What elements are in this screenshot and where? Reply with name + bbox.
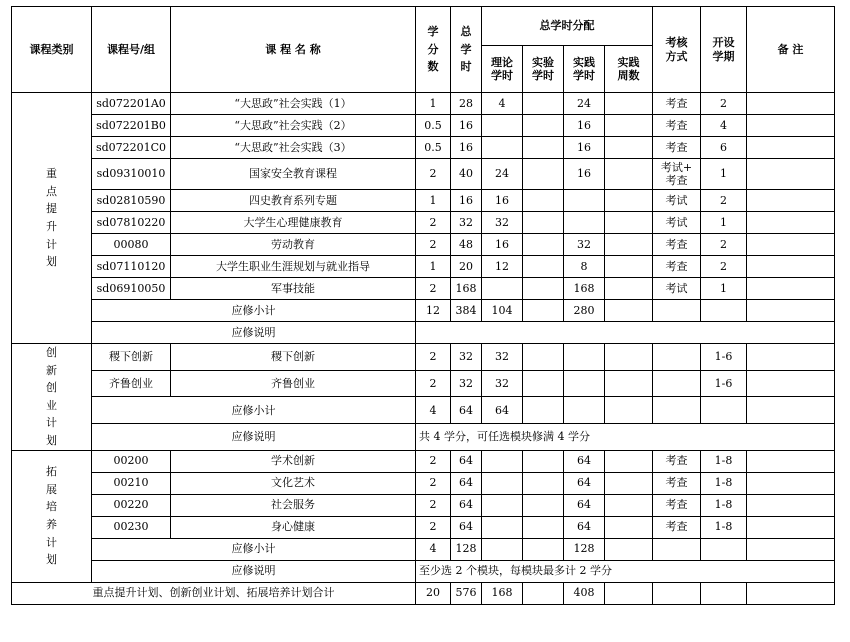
note-text: 至少选 2 个模块，每模块最多计 2 学分 (416, 560, 835, 582)
semester-cell: 1-8 (701, 450, 747, 472)
remarks-cell (747, 212, 835, 234)
remarks-cell (747, 344, 835, 371)
theory-hours-cell: 32 (482, 344, 523, 371)
grand-total-theory-hours-cell: 168 (482, 582, 523, 604)
subtotal-semester-cell (701, 538, 747, 560)
header-name: 课 程 名 称 (171, 7, 416, 93)
practice-weeks-cell (605, 450, 653, 472)
remarks-cell (747, 234, 835, 256)
practice-hours-cell: 24 (564, 93, 605, 115)
course-name-cell: 国家安全教育课程 (171, 159, 416, 190)
requirement-note-row (12, 423, 835, 450)
header-assessment: 考核 方式 (653, 7, 701, 93)
subtotal-remarks-cell (747, 538, 835, 560)
subtotal-practice-hours-cell: 128 (564, 538, 605, 560)
practice-hours-cell: 64 (564, 494, 605, 516)
subtotal-row (12, 397, 835, 424)
remarks-cell (747, 137, 835, 159)
course-plan-table (11, 6, 835, 605)
hours-cell: 16 (451, 190, 482, 212)
practice-weeks-cell (605, 159, 653, 190)
note-label: 应修说明 (92, 560, 416, 582)
grand-total-experiment-hours-cell (523, 582, 564, 604)
subtotal-assessment-cell (653, 300, 701, 322)
semester-cell: 1-6 (701, 344, 747, 371)
theory-hours-cell (482, 472, 523, 494)
subtotal-semester-cell (701, 300, 747, 322)
credits-cell: 1 (416, 93, 451, 115)
hours-cell: 28 (451, 93, 482, 115)
semester-cell: 1 (701, 159, 747, 190)
header-practice-weeks: 实践 周数 (605, 46, 653, 93)
remarks-cell (747, 115, 835, 137)
remarks-cell (747, 278, 835, 300)
experiment-hours-cell (523, 516, 564, 538)
experiment-hours-cell (523, 234, 564, 256)
subtotal-semester-cell (701, 397, 747, 424)
subtotal-remarks-cell (747, 397, 835, 424)
credits-cell: 1 (416, 256, 451, 278)
theory-hours-cell: 12 (482, 256, 523, 278)
assessment-cell (653, 344, 701, 371)
practice-hours-cell (564, 190, 605, 212)
course-name-cell: 社会服务 (171, 494, 416, 516)
header-category: 课程类别 (12, 7, 92, 93)
requirement-note-row (12, 322, 835, 344)
assessment-cell: 考试 (653, 212, 701, 234)
remarks-cell (747, 494, 835, 516)
practice-weeks-cell (605, 472, 653, 494)
header-total-hours: 总 学 时 (451, 7, 482, 93)
note-text (416, 322, 835, 344)
course-code-cell: 00220 (92, 494, 171, 516)
practice-hours-cell: 16 (564, 159, 605, 190)
practice-weeks-cell (605, 516, 653, 538)
experiment-hours-cell (523, 115, 564, 137)
course-name-cell: 劳动教育 (171, 234, 416, 256)
practice-weeks-cell (605, 115, 653, 137)
course-row (12, 256, 835, 278)
practice-weeks-cell (605, 370, 653, 397)
hours-cell: 48 (451, 234, 482, 256)
subtotal-hours-cell: 128 (451, 538, 482, 560)
note-label: 应修说明 (92, 322, 416, 344)
course-row (12, 212, 835, 234)
credits-cell: 2 (416, 450, 451, 472)
theory-hours-cell: 4 (482, 93, 523, 115)
header-practice: 实践 学时 (564, 46, 605, 93)
course-row (12, 344, 835, 371)
subtotal-credits-cell: 4 (416, 397, 451, 424)
grand-total-row (12, 582, 835, 604)
practice-hours-cell: 8 (564, 256, 605, 278)
course-row (12, 159, 835, 190)
semester-cell: 2 (701, 93, 747, 115)
practice-hours-cell: 64 (564, 472, 605, 494)
experiment-hours-cell (523, 450, 564, 472)
course-code-cell: sd06910050 (92, 278, 171, 300)
subtotal-label: 应修小计 (92, 397, 416, 424)
experiment-hours-cell (523, 494, 564, 516)
practice-weeks-cell (605, 494, 653, 516)
section-category: 创 新 创 业 计 划 (12, 344, 92, 451)
credits-cell: 2 (416, 344, 451, 371)
credits-cell: 2 (416, 472, 451, 494)
assessment-cell (653, 370, 701, 397)
header-credits: 学 分 数 (416, 7, 451, 93)
note-label: 应修说明 (92, 423, 416, 450)
course-name-cell: 学术创新 (171, 450, 416, 472)
practice-hours-cell: 16 (564, 137, 605, 159)
remarks-cell (747, 450, 835, 472)
practice-hours-cell: 64 (564, 450, 605, 472)
assessment-cell: 考查 (653, 93, 701, 115)
hours-cell: 64 (451, 472, 482, 494)
theory-hours-cell (482, 450, 523, 472)
experiment-hours-cell (523, 212, 564, 234)
subtotal-practice-weeks-cell (605, 397, 653, 424)
theory-hours-cell: 16 (482, 234, 523, 256)
grand-total-credits-cell: 20 (416, 582, 451, 604)
practice-hours-cell: 168 (564, 278, 605, 300)
assessment-cell: 考查 (653, 494, 701, 516)
theory-hours-cell (482, 494, 523, 516)
course-name-cell: 齐鲁创业 (171, 370, 416, 397)
semester-cell: 2 (701, 190, 747, 212)
grand-total-remarks-cell (747, 582, 835, 604)
note-text: 共 4 学分，可任选模块修满 4 学分 (416, 423, 835, 450)
course-row (12, 516, 835, 538)
practice-hours-cell (564, 344, 605, 371)
subtotal-theory-hours-cell: 104 (482, 300, 523, 322)
assessment-cell: 考查 (653, 234, 701, 256)
subtotal-label: 应修小计 (92, 300, 416, 322)
experiment-hours-cell (523, 278, 564, 300)
subtotal-row (12, 538, 835, 560)
practice-weeks-cell (605, 93, 653, 115)
course-name-cell: 身心健康 (171, 516, 416, 538)
credits-cell: 2 (416, 234, 451, 256)
experiment-hours-cell (523, 472, 564, 494)
subtotal-assessment-cell (653, 397, 701, 424)
course-name-cell: “大思政”社会实践（3） (171, 137, 416, 159)
hours-cell: 64 (451, 516, 482, 538)
credits-cell: 2 (416, 278, 451, 300)
subtotal-hours-cell: 64 (451, 397, 482, 424)
semester-cell: 1-8 (701, 516, 747, 538)
subtotal-practice-weeks-cell (605, 538, 653, 560)
theory-hours-cell: 24 (482, 159, 523, 190)
grand-total-hours-cell: 576 (451, 582, 482, 604)
subtotal-remarks-cell (747, 300, 835, 322)
subtotal-experiment-hours-cell (523, 538, 564, 560)
grand-total-label: 重点提升计划、创新创业计划、拓展培养计划合计 (12, 582, 416, 604)
semester-cell: 1 (701, 212, 747, 234)
subtotal-theory-hours-cell: 64 (482, 397, 523, 424)
assessment-cell: 考查 (653, 516, 701, 538)
course-row (12, 370, 835, 397)
grand-total-practice-hours-cell: 408 (564, 582, 605, 604)
assessment-cell: 考查 (653, 137, 701, 159)
subtotal-assessment-cell (653, 538, 701, 560)
practice-hours-cell (564, 212, 605, 234)
credits-cell: 0.5 (416, 137, 451, 159)
course-name-cell: “大思政”社会实践（2） (171, 115, 416, 137)
assessment-cell: 考试 (653, 190, 701, 212)
hours-cell: 40 (451, 159, 482, 190)
semester-cell: 1-8 (701, 472, 747, 494)
course-code-cell: 00210 (92, 472, 171, 494)
section-category: 拓 展 培 养 计 划 (12, 450, 92, 582)
course-row (12, 234, 835, 256)
course-code-cell: 00080 (92, 234, 171, 256)
credits-cell: 1 (416, 190, 451, 212)
assessment-cell: 考试 (653, 278, 701, 300)
practice-hours-cell (564, 370, 605, 397)
theory-hours-cell: 32 (482, 212, 523, 234)
credits-cell: 2 (416, 494, 451, 516)
table-body (12, 93, 835, 605)
semester-cell: 4 (701, 115, 747, 137)
experiment-hours-cell (523, 190, 564, 212)
practice-hours-cell: 64 (564, 516, 605, 538)
practice-weeks-cell (605, 278, 653, 300)
course-name-cell: 大学生职业生涯规划与就业指导 (171, 256, 416, 278)
assessment-cell: 考查 (653, 115, 701, 137)
practice-weeks-cell (605, 234, 653, 256)
hours-cell: 16 (451, 115, 482, 137)
credits-cell: 0.5 (416, 115, 451, 137)
subtotal-credits-cell: 4 (416, 538, 451, 560)
course-name-cell: 大学生心理健康教育 (171, 212, 416, 234)
credits-cell: 2 (416, 370, 451, 397)
course-code-cell: sd072201C0 (92, 137, 171, 159)
requirement-note-row (12, 560, 835, 582)
semester-cell: 1-8 (701, 494, 747, 516)
hours-cell: 32 (451, 212, 482, 234)
header-semester: 开设 学期 (701, 7, 747, 93)
subtotal-label: 应修小计 (92, 538, 416, 560)
course-row (12, 278, 835, 300)
course-code-cell: sd07810220 (92, 212, 171, 234)
hours-cell: 64 (451, 450, 482, 472)
course-code-cell: sd09310010 (92, 159, 171, 190)
course-row (12, 190, 835, 212)
course-code-cell: sd072201B0 (92, 115, 171, 137)
credits-cell: 2 (416, 516, 451, 538)
practice-weeks-cell (605, 344, 653, 371)
remarks-cell (747, 472, 835, 494)
subtotal-experiment-hours-cell (523, 397, 564, 424)
practice-hours-cell: 16 (564, 115, 605, 137)
assessment-cell: 考查 (653, 450, 701, 472)
course-code-cell: sd02810590 (92, 190, 171, 212)
subtotal-theory-hours-cell (482, 538, 523, 560)
course-row (12, 472, 835, 494)
course-code-cell: sd072201A0 (92, 93, 171, 115)
subtotal-practice-hours-cell: 280 (564, 300, 605, 322)
semester-cell: 6 (701, 137, 747, 159)
remarks-cell (747, 159, 835, 190)
course-code-cell: 00230 (92, 516, 171, 538)
grand-total-semester-cell (701, 582, 747, 604)
hours-cell: 20 (451, 256, 482, 278)
header-theory: 理论 学时 (482, 46, 523, 93)
practice-weeks-cell (605, 137, 653, 159)
remarks-cell (747, 516, 835, 538)
remarks-cell (747, 370, 835, 397)
theory-hours-cell (482, 516, 523, 538)
credits-cell: 2 (416, 159, 451, 190)
course-row (12, 115, 835, 137)
subtotal-row (12, 300, 835, 322)
course-row (12, 93, 835, 115)
header-code: 课程号/组 (92, 7, 171, 93)
header-distribution: 总学时分配 (482, 7, 653, 46)
experiment-hours-cell (523, 93, 564, 115)
experiment-hours-cell (523, 344, 564, 371)
subtotal-practice-weeks-cell (605, 300, 653, 322)
semester-cell: 2 (701, 234, 747, 256)
theory-hours-cell (482, 278, 523, 300)
course-name-cell: 文化艺术 (171, 472, 416, 494)
practice-weeks-cell (605, 190, 653, 212)
theory-hours-cell: 32 (482, 370, 523, 397)
hours-cell: 16 (451, 137, 482, 159)
header-remarks: 备 注 (747, 7, 835, 93)
course-code-cell: 00200 (92, 450, 171, 472)
course-code-cell: 稷下创新 (92, 344, 171, 371)
subtotal-practice-hours-cell (564, 397, 605, 424)
remarks-cell (747, 190, 835, 212)
semester-cell: 2 (701, 256, 747, 278)
experiment-hours-cell (523, 159, 564, 190)
course-row (12, 450, 835, 472)
subtotal-experiment-hours-cell (523, 300, 564, 322)
header-experiment: 实验 学时 (523, 46, 564, 93)
theory-hours-cell (482, 137, 523, 159)
semester-cell: 1-6 (701, 370, 747, 397)
experiment-hours-cell (523, 256, 564, 278)
course-row (12, 494, 835, 516)
course-code-cell: sd07110120 (92, 256, 171, 278)
practice-weeks-cell (605, 256, 653, 278)
hours-cell: 32 (451, 370, 482, 397)
section-category: 重 点 提 升 计 划 (12, 93, 92, 344)
course-row (12, 137, 835, 159)
hours-cell: 168 (451, 278, 482, 300)
experiment-hours-cell (523, 137, 564, 159)
subtotal-credits-cell: 12 (416, 300, 451, 322)
semester-cell: 1 (701, 278, 747, 300)
assessment-cell: 考查 (653, 472, 701, 494)
practice-weeks-cell (605, 212, 653, 234)
remarks-cell (747, 93, 835, 115)
hours-cell: 32 (451, 344, 482, 371)
credits-cell: 2 (416, 212, 451, 234)
assessment-cell: 考试+ 考查 (653, 159, 701, 190)
assessment-cell: 考查 (653, 256, 701, 278)
course-name-cell: 军事技能 (171, 278, 416, 300)
theory-hours-cell: 16 (482, 190, 523, 212)
grand-total-practice-weeks-cell (605, 582, 653, 604)
grand-total-assessment-cell (653, 582, 701, 604)
course-name-cell: 稷下创新 (171, 344, 416, 371)
hours-cell: 64 (451, 494, 482, 516)
course-name-cell: 四史教育系列专题 (171, 190, 416, 212)
course-code-cell: 齐鲁创业 (92, 370, 171, 397)
practice-hours-cell: 32 (564, 234, 605, 256)
subtotal-hours-cell: 384 (451, 300, 482, 322)
theory-hours-cell (482, 115, 523, 137)
remarks-cell (747, 256, 835, 278)
experiment-hours-cell (523, 370, 564, 397)
course-name-cell: “大思政”社会实践（1） (171, 93, 416, 115)
